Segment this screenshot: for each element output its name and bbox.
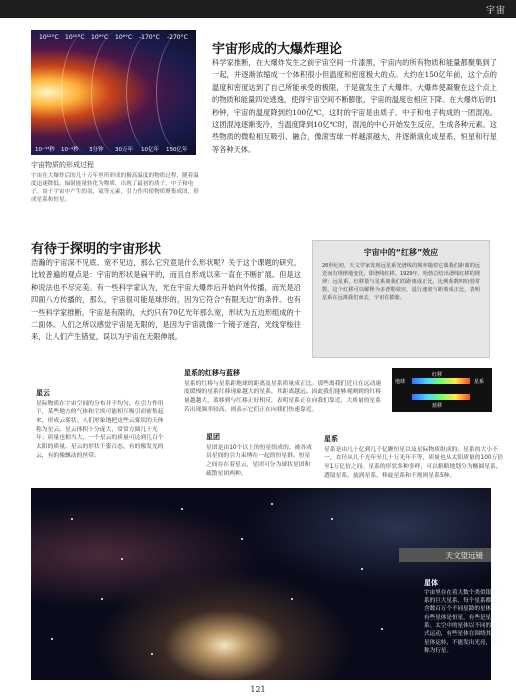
timeline-label: 10⁻⁴³秒 [35, 147, 55, 153]
star-dot [381, 628, 383, 630]
temp-label: 10⁹°C [91, 34, 109, 41]
star-cluster-callout-body: 星团是由10个以上的恒星组成的、被各成员星间的引力束缚在一起的恒星群。恒星之间存在着星云，星团可分为球状星团和疏散星团两种。 [206, 444, 312, 477]
star-cluster-callout [206, 432, 316, 478]
figure-caption-title: 宇宙物质的形成过程 [31, 161, 94, 169]
star-dot [241, 538, 243, 540]
star-dot [331, 518, 333, 520]
star-dot [71, 518, 73, 520]
redshift-sidebar-title: 宇宙中的“红移”效应 [363, 248, 439, 257]
blueshift-label: 蓝移 [432, 403, 443, 409]
timeline-label: 10⁻⁴秒 [61, 147, 79, 153]
star-dot [271, 503, 273, 505]
space-scene-image [31, 488, 491, 680]
stars-callout-title: 星体 [424, 579, 438, 587]
temp-label: 10¹⁰°C [65, 34, 85, 41]
star-dot [361, 568, 363, 570]
page-number: 121 [250, 685, 266, 694]
universe-formation-figure [31, 30, 196, 155]
stars-callout-body: 宇宙里存在着大数个类似银河系的巨大星系，每个星系都包含数百万个不同星龄的星体。有些星体是恒星，有些是星系。太空中的星体以不同的方式运动，有些星体在围绕其他星体运转，不能发出光亮，被称为行星。 [424, 589, 497, 655]
redshift-sidebar [312, 240, 490, 358]
timeline-label: 30万年 [115, 147, 133, 153]
section-body-big-bang: 科学家推断，在大爆炸发生之前宇宙空间一片漆黑，宇宙内的所有物质和能量都聚集到了一起，并逐渐浓缩成一个体积很小但温度和密度极大的点。大约在150亿年前，这个点的温度和密度达到了自己所能承受的极限，于是就发生了大爆炸。大爆炸使凝聚在这个点上的物质和能量四处逃逸，使得宇宙空间不断膨胀，宇宙的温度也相应下降。在大爆炸后的1秒钟，宇宙的温度降到约100亿℃，这时的宇宙是由质子、中子和电子构成的一团混沌。这团混沌逐渐变冷，当温度降到10亿℃时，混沌的中心开始发生反应，生成各种元素。这些物质的微粒相互吸引、融合，像滚雪球一样越滚越大，并逐渐演化成星系、恒星和行星等各种天体。 [212, 58, 497, 154]
spectrum-band [412, 394, 470, 400]
temp-label: -270°C [167, 34, 188, 41]
star-dot [121, 558, 123, 560]
telescope-banner-label: 天文望远镜 [445, 551, 483, 560]
galaxy-redshift-callout-title: 星系的红移与蓝移 [184, 369, 240, 377]
temp-label: 10⁶°C [115, 34, 133, 41]
star-dot [181, 508, 183, 510]
star-dot [291, 598, 293, 600]
galaxy-callout-body: 星系是由几十亿到几千亿颗恒星以及星际物质组成的。星系的大小不一，直径从几千光年至几十万光年不等，质量也从太阳质量的100万倍至1万亿倍之间。星系的形状多种多样，可以粗略地划分为椭圆星系、透镜星系、旋涡星系、棒旋星系和不规则星系5种。 [324, 446, 504, 479]
stars-callout [424, 578, 502, 656]
telescope-banner [399, 548, 491, 562]
redshift-label: 红移 [432, 372, 443, 378]
temp-label: -170°C [139, 34, 160, 41]
section-heading-universe-shape: 有待于探明的宇宙形状 [31, 242, 162, 257]
galaxy-redshift-callout [184, 368, 384, 414]
galaxy-callout [324, 434, 504, 480]
redshift-diagram [392, 368, 492, 412]
earth-label: 地球 [395, 379, 406, 385]
galaxy-label: 星系 [474, 379, 485, 385]
nebula-callout-title: 星云 [36, 389, 50, 397]
galaxy-callout-title: 星系 [324, 435, 338, 443]
section-heading-big-bang: 宇宙形成的大爆炸理论 [212, 42, 343, 57]
section-title: 宇宙 [485, 6, 506, 16]
figure-caption-body: 宇宙在大爆炸后的几十万年里所形成的极高温度的物质过程，随着温度迅速降低，辐射能量转化为物质，出现了最初的质子、中子和电子。由于宇宙中产生的氢、氦等元素，引力作用使物质聚集成团，形成星系和恒星。 [31, 173, 199, 204]
header-bar [0, 0, 516, 18]
galaxy-redshift-callout-body: 星系的红移与星系距地球的距离及星系质量成正比。那些离我们近且在远动速度缓慢的星系红移现象越大的星系，其距离越远。因此我们能够观测到的红移量越越大，蓝移到与红移正好相反，表明星系正在向我们靠近，大质量的星系若出现频率较高，则表示它们正在向我们快速靠近。 [184, 380, 382, 413]
spectrum-band [412, 378, 470, 384]
section-body-universe-shape: 浩瀚的宇宙深不见底、宽不见边，那么它究竟是什么形状呢？关于这个课题的研究，比较普遍的观点是：宇宙的形状是扁平的，而且自形成以来一直在不断扩展。但是这种说法也不尽完美。有一些科学家认为，光在宇宙大爆炸后开始向外传播，而光是沿四面八方传播的，那么，宇宙很可能是球形的，因为它符合“有限无边”的条件。也有一些科学家推断，宇宙是有限的，大约只有70亿光年那么宽，形状为五边形组成的十二面体。人们之所以感觉宇宙是无限的，是因为宇宙就像一个镜子迷宫，光线穿梭往来，让人们产生错觉，误以为宇宙在无限伸展。 [31, 258, 301, 342]
timeline-label: 10亿年 [141, 147, 159, 153]
timeline-label: 3分钟 [89, 147, 104, 153]
star-cluster-callout-title: 星团 [206, 433, 220, 441]
nebula-callout-body: 星际物质在宇宙空间的分布并不均匀。在引力作用下，某些地方的气体和尘埃可能相互吸引而密集起来，形成云雾状。人们形象地把这些云雾状的天体称为星云。星云体积十分庞大，常常方圆几十光年；质量也相当大，一个星云的质量可达到几百个太阳的质量。星云的形状千姿百态，有的像发光的云，有的像飘动的丝带。 [36, 400, 164, 459]
timeline-label: 150亿年 [166, 147, 188, 153]
redshift-sidebar-body: 20世纪初，天文学家发现远星系光谱线的频率随着它离我们距离的远近而有规律地变化，即谱线红移。1929年，哈勃总结出谱线红移的规律：远星系，红移量与星系离我们的距离成正比，比例系数叫哈勃常数，这个红移可以解释为多普勒效应，退行速度与距离成正比，表明星系在远离我们而去，宇宙在膨胀。 [322, 263, 480, 302]
star-dot [51, 638, 53, 640]
figure-caption [31, 160, 201, 204]
temp-label: 10¹²°C [39, 34, 59, 41]
star-dot [151, 653, 153, 655]
star-dot [101, 598, 103, 600]
nebula-callout [36, 388, 168, 460]
